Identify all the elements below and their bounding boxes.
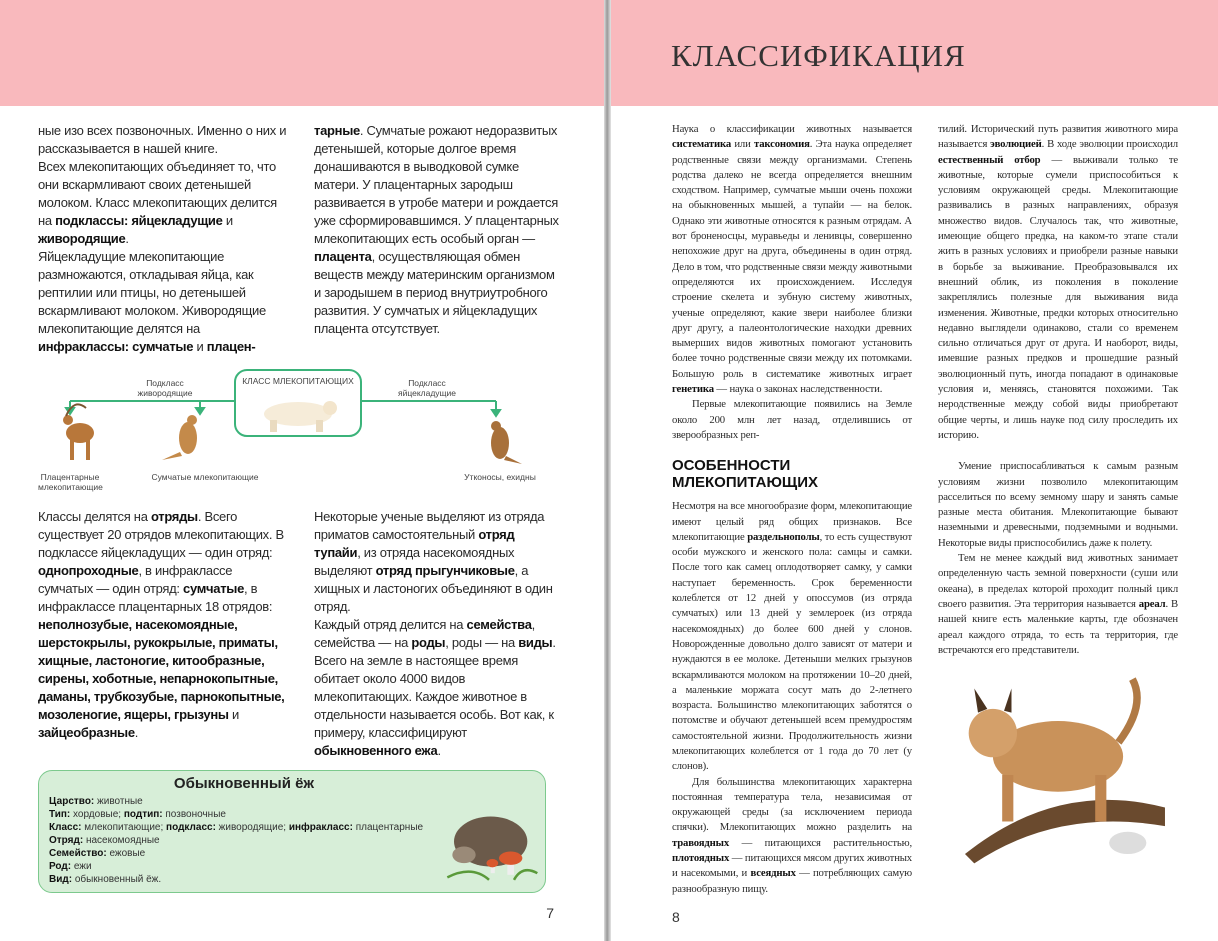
- text-run: , а хищных и ластоногих объединяют в один отряд.: [314, 563, 553, 614]
- paragraph: [672, 397, 912, 443]
- section-heading: ОСОБЕННОСТИ МЛЕКОПИТАЮЩИХ: [672, 457, 819, 492]
- paragraph: [49, 808, 439, 821]
- leaf-label-monotreme: Утконосы, ехидны: [464, 472, 536, 482]
- paragraph: [938, 122, 1178, 443]
- text-run: Наука о классификации животных называется: [672, 123, 912, 135]
- text-column: [38, 508, 288, 742]
- bold-term: подклассы: яйцекладущие: [55, 213, 223, 228]
- hare-icon: [1109, 832, 1146, 854]
- bold-term: отряды: [150, 509, 198, 524]
- text-run: , в инфраклассе сумчатых — один отряд:: [38, 563, 233, 596]
- lynx-illustration: [938, 668, 1178, 868]
- text-run: — наука о законах наследственности.: [713, 383, 883, 396]
- text-run: млекопитающие;: [81, 822, 167, 833]
- bold-term: плотоядных: [672, 852, 730, 865]
- bold-term: Царство:: [49, 796, 95, 807]
- text-run: .: [134, 725, 139, 740]
- classification-rows: [49, 795, 439, 886]
- text-run: , осуществляющая обмен веществ между материнским организмом и зародышем в период внутриутробного развития. У сумчатых и яйцекладущих плацента отсутствует.: [314, 249, 555, 336]
- paragraph: [38, 122, 288, 158]
- bold-term: неполнозубые, насекомоядные, шерстокрылы, рукокрылые, приматы, хищные, ластоногие, китообразные, сирены, хоботные, непарнокопытные, даманы, трубкозубые, парнокопытные, мозоленогие, ящеры, грызуны: [38, 617, 285, 722]
- page-number: 8: [672, 908, 680, 925]
- text-run: и: [193, 339, 207, 354]
- bold-term: травоядных: [672, 836, 730, 849]
- text-run: — питающихся мясом других животных и насекомыми, и: [672, 852, 912, 880]
- text-column: [314, 122, 564, 338]
- bold-term: сумчатые: [183, 581, 245, 596]
- paragraph: [672, 775, 912, 897]
- text-run: . В нашей книге есть маленькие карты, где обозначен ареал каждого отряда, то есть та территория, где встречаются его представители.: [938, 597, 1178, 656]
- text-run: Некоторые ученые выделяют из отряда приматов самостоятельный: [314, 509, 545, 542]
- text-run: , роды — на: [445, 635, 519, 650]
- bold-term: эволюцией: [990, 138, 1042, 151]
- text-run: . Всего существует 20 отрядов млекопитающих. В подклассе яйцекладущих — один отряд:: [38, 509, 284, 560]
- bold-term: таксономия: [753, 138, 810, 151]
- paragraph: [314, 508, 564, 616]
- bold-term: роды: [411, 635, 446, 650]
- text-column: [672, 122, 912, 443]
- text-run: , семейства — на: [314, 617, 535, 650]
- bold-term: отряд прыгунчиковые: [375, 563, 515, 578]
- text-columns: [672, 122, 1178, 925]
- paragraph: [49, 834, 439, 847]
- bold-term: однопроходные: [38, 563, 139, 578]
- bold-term: Отряд:: [49, 835, 84, 846]
- header-band: [0, 0, 604, 106]
- paragraph: [314, 616, 564, 760]
- upper-text-row: [38, 122, 564, 356]
- text-run: Умение приспосабливаться к самым разным условиям жизни позволило млекопитающим расселиться по всему земному шару и занять самые разные места обитания. Млекопитающие бывают наземными и древесными, подземными и водными. Некоторые виды приспособились даже к полету.: [938, 460, 1178, 549]
- text-run: Классы делятся на: [38, 509, 151, 524]
- text-run: плацентарные: [352, 822, 424, 833]
- bold-term: ареал: [1138, 597, 1166, 610]
- paragraph: [672, 122, 912, 397]
- text-run: ежовые: [106, 848, 146, 859]
- paragraph: [49, 860, 439, 873]
- echidna-icon: [491, 421, 522, 464]
- text-run: животные: [94, 796, 143, 807]
- leaf-label-marsupial: Сумчатые млекопитающие: [151, 472, 259, 482]
- bold-term: естественный отбор: [938, 153, 1041, 166]
- text-run: обыкновенный ёж.: [72, 874, 162, 885]
- bold-term: Семейство:: [49, 848, 107, 859]
- text-run: ежи: [71, 861, 92, 872]
- text-run: Каждый отряд делится на: [314, 617, 467, 632]
- bold-term: плацента: [314, 249, 372, 264]
- right-page: [611, 0, 1218, 941]
- paragraph: [672, 499, 912, 774]
- bold-term: всеядных: [750, 867, 796, 880]
- text-run: хордовые;: [70, 809, 124, 820]
- bold-term: Вид:: [49, 874, 73, 885]
- text-run: — потребляющих самую разнообразную пищу.: [672, 867, 912, 895]
- text-run: позвоночные: [162, 809, 226, 820]
- text-run: Первые млекопитающие появились на Земле около 200 млн лет назад, отделившись от зверообразных реп-: [672, 398, 912, 441]
- text-run: — питающихся растительностью,: [729, 836, 912, 849]
- text-run: .: [437, 743, 441, 758]
- classification-diagram: [30, 368, 550, 498]
- text-column: [672, 499, 912, 897]
- bold-term: инфракласс:: [288, 822, 353, 833]
- paragraph: [49, 873, 439, 886]
- text-run: . Сумчатые рожают недоразвитых детенышей, которые долгое время донашиваются в выводковой сумке матери. У плацентарных зародыш развивается в утробе матери и рождается уже сформировавшимся. У плацентарных млекопитающих есть особый орган —: [314, 123, 559, 246]
- text-run: Яйцекладущие млекопитающие размножаются, откладывая яйца, как рептилии или птицы, но детенышей вскармливают молоком. Живородящие млекопитающие делятся на: [38, 249, 266, 336]
- text-run: Несмотря на все многообразие форм, млекопитающие имеют целый ряд общих признаков. Все млекопитающие: [672, 500, 912, 543]
- hedgehog-illustration: [439, 802, 539, 886]
- left-page: [0, 0, 604, 941]
- text-run: и: [228, 707, 239, 722]
- text-run: насекомоядные: [83, 835, 160, 846]
- bold-term: семейства: [466, 617, 532, 632]
- text-run: или: [731, 138, 754, 151]
- bold-term: подкласс:: [166, 822, 216, 833]
- text-run: Для большинства млекопитающих характерна постоянная температура тела, независимая от окружающей среды (за исключением периода спячки). Млекопитающих можно разделить на: [672, 775, 912, 834]
- lower-text-row: [38, 508, 564, 760]
- paragraph: [38, 158, 288, 248]
- right-column: [938, 122, 1178, 868]
- left-column: [672, 122, 912, 925]
- bold-term: Тип:: [49, 809, 71, 820]
- book-gutter: [604, 0, 611, 941]
- branch-label-viviparous: Подкласс живородящие: [137, 378, 193, 398]
- paragraph: [938, 459, 1178, 551]
- text-run: , в инфраклассе плацентарных 18 отрядов:: [38, 581, 273, 614]
- text-column: [938, 122, 1178, 443]
- bold-term: подтип:: [123, 809, 163, 820]
- text-run: живородящие;: [215, 822, 289, 833]
- leaf-label-placental: Плацентарные млекопитающие: [38, 472, 103, 492]
- text-run: .: [125, 231, 129, 246]
- text-run: . Всего на земле в настоящее время обитает около 4000 видов млекопитающих. Каждое животное в отдельности называется особь. Вот как, к примеру, классифицируют: [314, 635, 556, 740]
- bold-term: живородящие: [38, 231, 126, 246]
- bold-term: отряд тупайи: [314, 527, 515, 560]
- text-run: Всех млекопитающих объединяет то, что они вскармливают своих детенышей молоком. Класс млекопитающих делится на: [38, 159, 277, 228]
- box-content: [49, 775, 439, 886]
- text-run: , то есть существуют особи мужского и женского пола: самцы и самки. После того как самец оплодотворяет самку, у самки наступает беременность. Срок беременности колеблется от 12 дней у опоссумов (из отряда сумчатых) или 13 дней у землероек (из отряда насекомоядных) до более 600 дней у слонов. Новорожденные довольно долго зависят от матери и нуждаются в ее молоке. Детеныши мелких грызунов вскармливаются молоком на протяжении 10–20 дней, а маленькие моржата сосут мать до 2-летнего возраста. Большинство млекопитающих заботятся о потомстве и обучают детенышей всем премудростям самостоятельной жизни. Продолжительность жизни млекопитающих колеблется от 1 года до 70 лет (у слонов).: [672, 530, 912, 773]
- paragraph: [49, 847, 439, 860]
- paragraph: [38, 508, 288, 742]
- page-number: 7: [546, 905, 554, 921]
- bold-term: Класс:: [49, 822, 82, 833]
- bold-term: Род:: [49, 861, 72, 872]
- bold-term: раздельнополы: [747, 530, 820, 543]
- text-run: . Эта наука определяет родственные связи между организмами. Степень родства далеко не всегда определяется внешним сходством. Например, сумчатые мыши очень похожи на обыкновенных мышей, а тупайи — на белок. Однако эти животные относятся к разным отрядам. А вот броненосцы, муравьеды и ленивцы, совершенно непохожие друг на друга, объединены в один отряд. Дело в том, что родственные связи между животными определяются их происхождением. Исследуя строение скелета и зубную систему животных, ученые определяют, какие звери наиболее близки друг другу, а палеонтологические находки древних вымерших видов животных помогают установить более точно родственные связи между их потомками. Большую роль в систематике животных играет: [672, 138, 912, 380]
- text-run: ные изо всех позвоночных. Именно о них и рассказывается в нашей книге.: [38, 123, 287, 156]
- text-run: Тем не менее каждый вид животных занимает определенную часть земной поверхности (суши или океана), в пределах которой проходит полный цикл своего развития. Эта территория называется: [938, 552, 1178, 610]
- bold-term: обыкновенного ежа: [314, 743, 438, 758]
- branch-label-oviparous: Подкласс яйцекладущие: [397, 378, 457, 398]
- text-run: тилий. Исторический путь развития животного мира называется: [938, 123, 1178, 151]
- text-column: [938, 459, 1178, 658]
- bold-term: плацен-: [206, 339, 256, 354]
- paragraph: [938, 551, 1178, 658]
- bold-term: генетика: [672, 383, 714, 396]
- text-run: . В ходе эволюции происходил: [1041, 138, 1178, 151]
- text-column: [314, 508, 564, 760]
- diagram-center-label: КЛАСС МЛЕКОПИТАЮЩИХ: [242, 376, 354, 386]
- paragraph: [314, 122, 564, 338]
- box-title: Обыкновенный ёж: [173, 775, 315, 792]
- text-run: — выживали только те животные, которые сумели приспособиться к условиям окружающей среды. Млекопитающие развивались в разных направлениях, образуя множество видов. Случалось так, что животные, имеющие общего предка, на каком-то этапе стали жить в разных условиях и приобрели разные навыки в борьбе за выживание. Преобразовывался их внешний облик, из поколения в поколение закреплялись полезные для выживания вида изменения. Животные, предки которых относительно недавно выглядели одинаково, стали со временем сильно отличаться друг от друга. И наоборот, виды, имевшие разных предков и прошедшие разный эволюционный путь, иногда попадают в одинаковые условия и, меняясь, становятся похожими. Так неродственные между собой виды приобретают общие черты, и лишь науке под силу проследить их историю.: [938, 153, 1179, 441]
- page-title: КЛАССИФИКАЦИЯ: [671, 38, 966, 73]
- bold-term: зайцеобразные: [38, 725, 135, 740]
- bold-term: тарные: [314, 123, 360, 138]
- text-column: [38, 122, 288, 356]
- text-run: , из отряда насекомоядных выделяют: [314, 545, 515, 578]
- paragraph: [49, 795, 439, 808]
- text-run: и: [222, 213, 233, 228]
- bold-term: виды: [518, 635, 553, 650]
- paragraph: [38, 248, 288, 356]
- hedgehog-classification-box: [38, 770, 546, 893]
- bold-term: систематика: [672, 138, 732, 151]
- ibex-icon: [63, 404, 94, 460]
- kangaroo-icon: [162, 415, 197, 460]
- bold-term: инфраклассы: сумчатые: [38, 339, 194, 354]
